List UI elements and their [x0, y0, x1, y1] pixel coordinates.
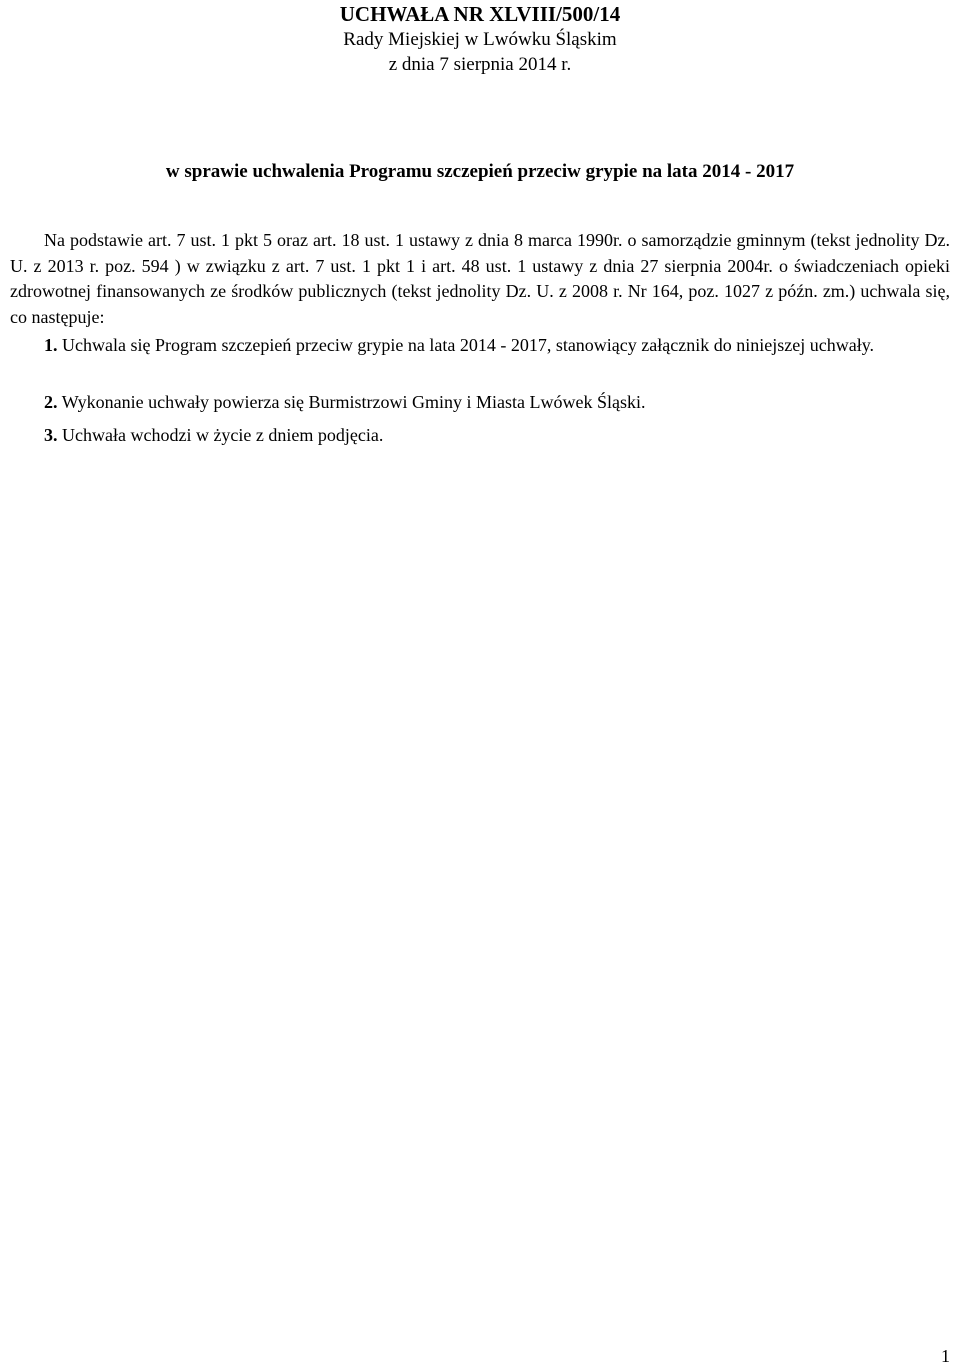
- page-number: 1: [941, 1346, 950, 1366]
- resolution-header: [300, 0, 660, 77]
- paragraph-number: 3.: [44, 425, 58, 445]
- paragraph-number: 1.: [44, 335, 58, 355]
- paragraph-3: [10, 423, 950, 449]
- legal-basis-paragraph: Na podstawie art. 7 ust. 1 pkt 5 oraz art. 18 ust. 1 ustawy z dnia 8 marca 1990r. o samorządzie gminnym (tekst jednolity Dz. U. z 2013 r. poz. 594 ) w związku z art. 7 ust. 1 pkt 1 i art. 48 ust. 1 ustawy z dnia 27 sierpnia 2004r. o świadczeniach opieki zdrowotnej finansowanych ze środków publicznych (tekst jednolity Dz. U. z 2008 r. Nr 164, poz. 1027 z późn. zm.) uchwala się, co następuje:: [10, 230, 950, 327]
- paragraph-1: [10, 333, 950, 359]
- paragraph-number: 2.: [44, 392, 58, 412]
- resolution-date: z dnia 7 sierpnia 2014 r.: [388, 54, 572, 75]
- paragraph-2: [10, 390, 950, 416]
- paragraph-text: Uchwala się Program szczepień przeciw grypie na lata 2014 - 2017, stanowiący załącznik do niniejszej uchwały.: [62, 335, 875, 355]
- resolution-title: UCHWAŁA NR XLVIII/500/14: [339, 2, 621, 26]
- resolution-subject: w sprawie uchwalenia Programu szczepień przeciw grypie na lata 2014 - 2017: [165, 161, 795, 182]
- paragraph-text: Wykonanie uchwały powierza się Burmistrzowi Gminy i Miasta Lwówek Śląski.: [61, 392, 646, 412]
- paragraph-text: Uchwała wchodzi w życie z dniem podjęcia.: [62, 425, 384, 445]
- council-name: Rady Miejskiej w Lwówku Śląskim: [343, 29, 617, 50]
